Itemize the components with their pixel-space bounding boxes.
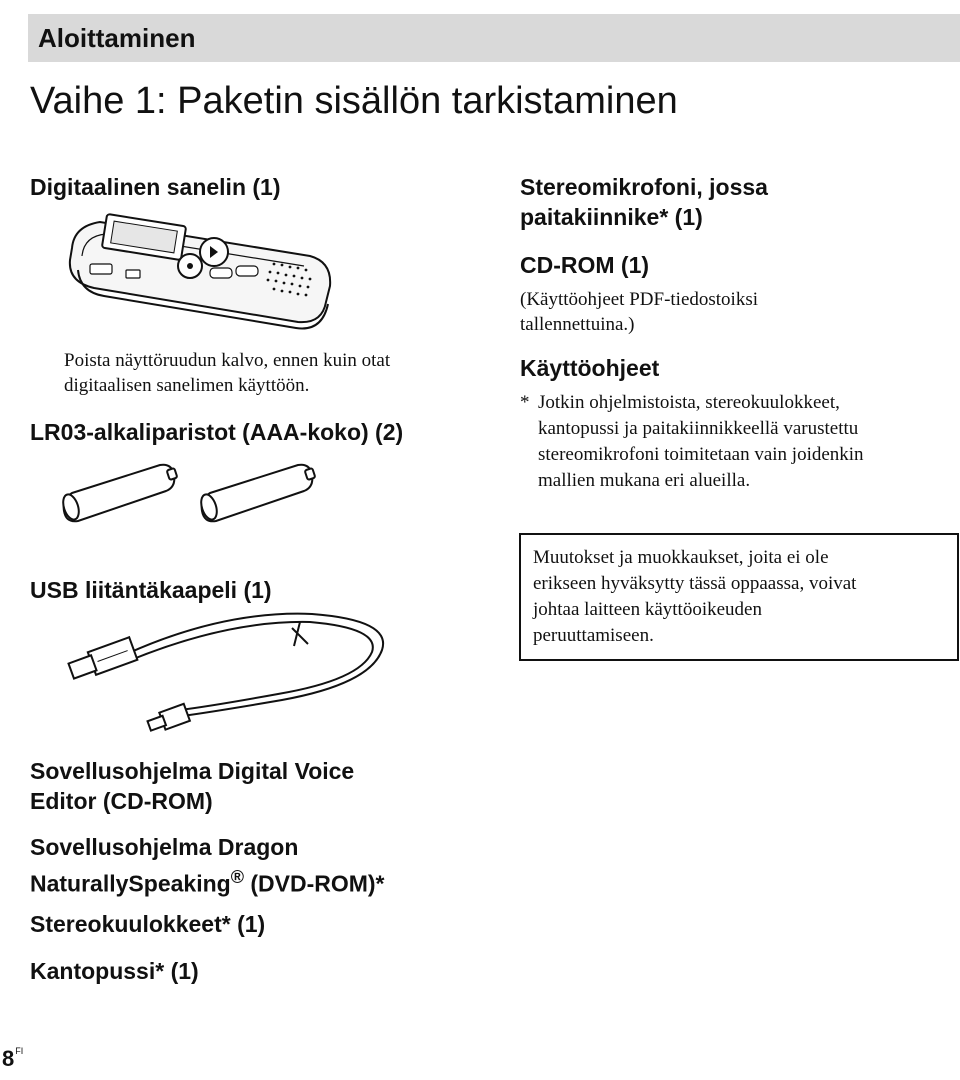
registered-mark: ® — [230, 867, 244, 887]
footnote-asterisk: * — [520, 392, 530, 413]
usb-cable-illustration — [62, 600, 402, 740]
dragon-media: (DVD-ROM)* — [243, 870, 385, 897]
footnote — [520, 390, 960, 494]
cdrom-note-line2: tallennettuina.) — [520, 314, 635, 335]
section-header-bar — [28, 14, 960, 62]
recorder-note-line1: Poista näyttöruudun kalvo, ennen kuin otat — [64, 350, 391, 371]
item-pouch-label: Kantopussi* (1) — [30, 958, 199, 984]
recorder-note-line2: digitaalisen sanelimen käyttöön. — [64, 375, 310, 396]
page-number-value: 8 — [2, 1046, 15, 1071]
footnote-line4: mallien mukana eri alueilla. — [538, 470, 751, 491]
notice-line1: Muutokset ja muokkaukset, joita ei ole — [533, 547, 829, 568]
item-recorder-label: Digitaalinen sanelin (1) — [30, 174, 281, 200]
page-number — [2, 1046, 23, 1072]
item-dragon-line1: Sovellusohjelma Dragon — [30, 834, 299, 860]
item-headphones-label: Stereokuulokkeet* (1) — [30, 911, 266, 937]
item-mic-line1: Stereomikrofoni, jossa — [520, 174, 768, 200]
item-dve-line1: Sovellusohjelma Digital Voice — [30, 758, 355, 784]
item-batteries-label: LR03-alkaliparistot (AAA-koko) (2) — [30, 419, 404, 445]
item-manual-label: Käyttöohjeet — [520, 355, 660, 381]
batteries-illustration — [60, 455, 330, 530]
item-usb-label: USB liitäntäkaapeli (1) — [30, 577, 272, 603]
page-language: FI — [15, 1046, 24, 1056]
notice-line3: johtaa laitteen käyttöoikeuden — [533, 599, 762, 620]
item-dragon-line2 — [30, 862, 385, 899]
notice-line2: erikseen hyväksytty tässä oppaassa, voivat — [533, 573, 857, 594]
dragon-product-name: NaturallySpeaking — [30, 870, 231, 897]
cdrom-note-line1: (Käyttöohjeet PDF-tiedostoiksi — [520, 289, 759, 310]
footnote-line3: stereomikrofoni toimitetaan vain joidenkin — [538, 444, 864, 465]
notice-line4: peruuttamiseen. — [533, 625, 654, 646]
section-title: Aloittaminen — [38, 23, 196, 53]
page-title: Vaihe 1: Paketin sisällön tarkistaminen — [30, 80, 678, 122]
voice-recorder-illustration — [60, 208, 340, 338]
item-cdrom-label: CD-ROM (1) — [520, 252, 650, 278]
footnote-line2: kantopussi ja paitakiinnikkeellä varustettu — [538, 418, 859, 439]
item-mic-line2: paitakiinnike* (1) — [520, 204, 703, 230]
footnote-line1: Jotkin ohjelmistoista, stereokuulokkeet, — [538, 392, 840, 413]
item-dve-line2: Editor (CD-ROM) — [30, 788, 213, 814]
modification-notice-box — [519, 533, 959, 661]
